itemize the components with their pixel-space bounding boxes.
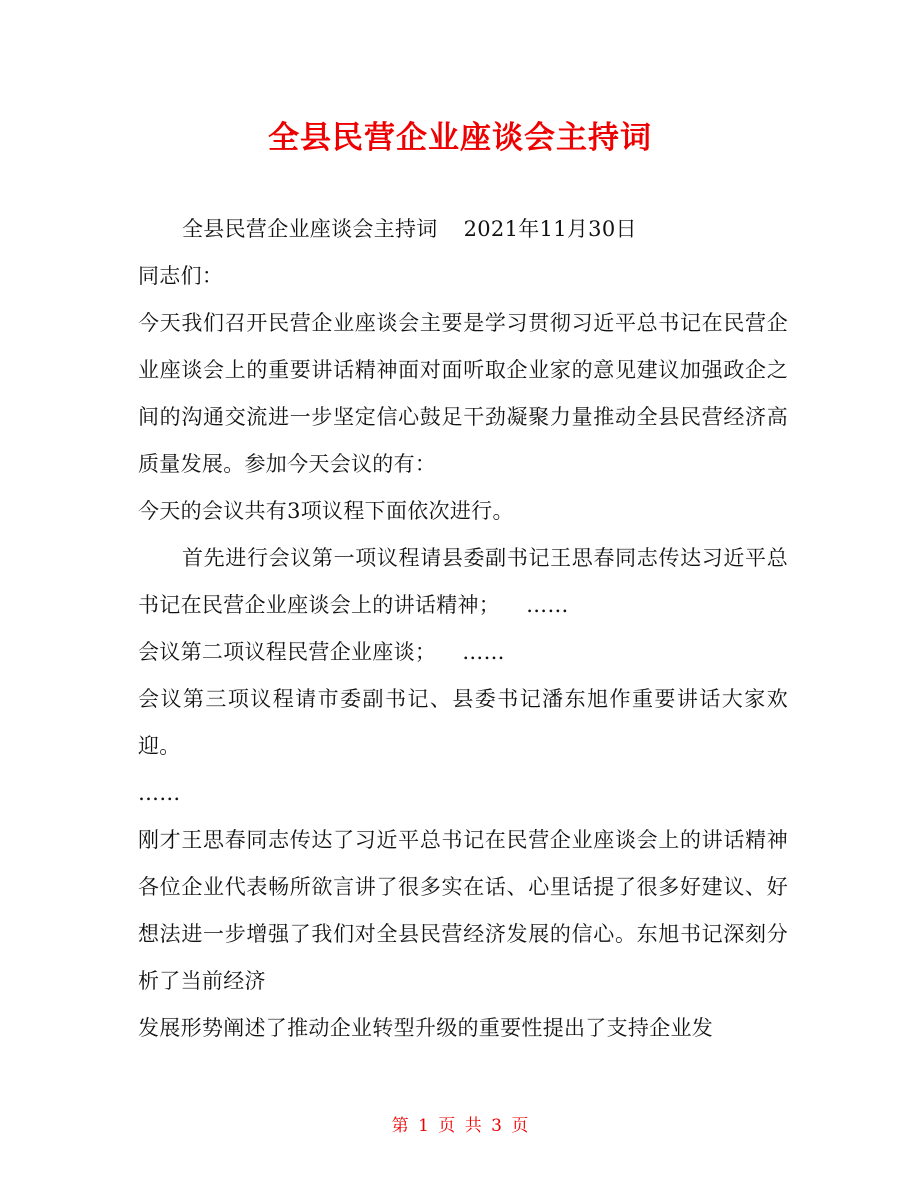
heading-line-text: 全县民营企业座谈会主持词 (182, 217, 438, 241)
agenda-item-2-ellipsis: …… (462, 640, 505, 664)
paragraph-agenda-item-1 (138, 535, 788, 629)
document-date: 2021年11月30日 (463, 217, 637, 241)
agenda-item-2-text: 会议第二项议程民营企业座谈； (138, 640, 437, 664)
paragraph-agenda-count: 今天的会议共有3项议程下面依次进行。 (138, 499, 514, 523)
agenda-item-1-ellipsis: …… (526, 593, 569, 617)
paragraph-summary: 刚才王思春同志传达了习近平总书记在民营企业座谈会上的讲话精神各位企业代表畅所欲言讲了很多实在话、心里话提了很多好建议、好想法进一步增强了我们对全县民营经济发展的信心。东旭书记深刻分析了当前经济 (138, 828, 788, 993)
document-body (138, 206, 788, 1052)
agenda-item-1-text: 首先进行会议第一项议程请县委副书记王思春同志传达习近平总书记在民营企业座谈会上的讲话精神； (138, 546, 788, 617)
paragraph-agenda-item-3: 会议第三项议程请市委副书记、县委书记潘东旭作重要讲话大家欢迎。 (138, 687, 788, 758)
page-number-footer: 第 1 页 共 3 页 (391, 1116, 529, 1136)
paragraph-continuation: 发展形势阐述了推动企业转型升级的重要性提出了支持企业发 (138, 1016, 714, 1040)
document-title: 全县民营企业座谈会主持词 (268, 120, 652, 156)
paragraph-opening: 今天我们召开民营企业座谈会主要是学习贯彻习近平总书记在民营企业座谈会上的重要讲话精神面对面听取企业家的意见建议加强政企之间的沟通交流进一步坚定信心鼓足干劲凝聚力量推动全县民营经济高质量发展。参加今天会议的有： (138, 311, 788, 476)
salutation: 同志们： (138, 264, 224, 288)
heading-line (138, 206, 788, 253)
ellipsis-line: …… (138, 781, 181, 805)
paragraph-agenda-item-2 (138, 629, 788, 676)
